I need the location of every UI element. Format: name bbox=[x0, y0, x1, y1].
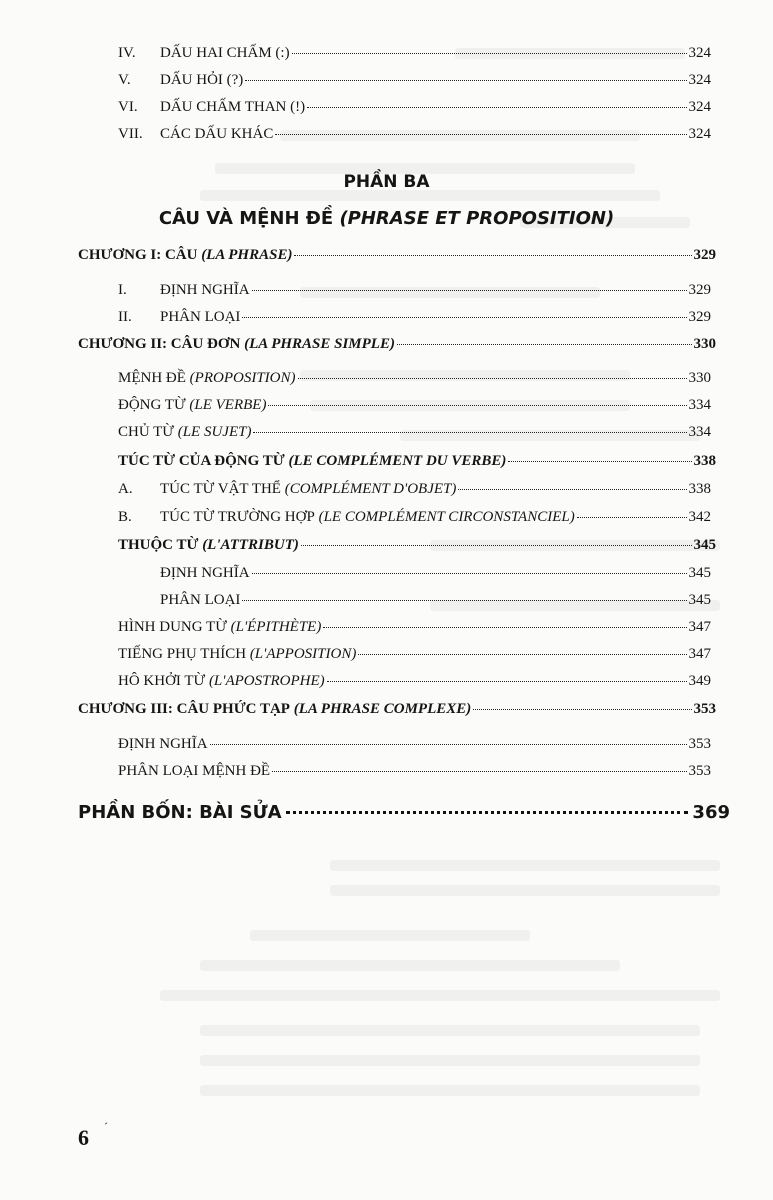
entry-title: ĐỘNG TỪ bbox=[118, 397, 186, 413]
dot-leader bbox=[245, 80, 686, 81]
toc-entry bbox=[118, 763, 711, 780]
entry-page: 345 bbox=[688, 592, 711, 608]
entry-page: 324 bbox=[688, 45, 711, 61]
entry-page: 353 bbox=[688, 736, 711, 752]
dot-leader bbox=[307, 107, 686, 108]
toc-entry bbox=[118, 45, 711, 62]
entry-title: DẤU HAI CHẤM (:) bbox=[160, 45, 290, 61]
chapter-page: 329 bbox=[693, 247, 716, 263]
entry-title: ĐỊNH NGHĨA bbox=[118, 736, 208, 752]
toc-entry bbox=[118, 481, 711, 498]
entry-title: THUỘC TỪ bbox=[118, 537, 199, 553]
chapter-heading bbox=[78, 247, 716, 264]
dot-leader bbox=[358, 654, 686, 655]
entry-title: HÌNH DUNG TỪ bbox=[118, 619, 227, 635]
entry-number: B. bbox=[118, 509, 132, 525]
toc-entry bbox=[118, 509, 711, 526]
entry-page: 338 bbox=[688, 481, 711, 497]
part-four-page: 369 bbox=[692, 802, 730, 823]
entry-page: 324 bbox=[688, 99, 711, 115]
entry-title: CÁC DẤU KHÁC bbox=[160, 126, 274, 142]
dot-leader bbox=[253, 432, 686, 433]
dot-leader bbox=[301, 545, 692, 546]
toc-entry bbox=[118, 72, 711, 89]
entry-page: 347 bbox=[688, 619, 711, 635]
entry-page: 353 bbox=[688, 763, 711, 779]
chapter-title-fr: (LA PHRASE) bbox=[201, 247, 293, 263]
entry-title: TÚC TỪ TRƯỜNG HỢP bbox=[160, 509, 315, 525]
entry-title-fr: (LE COMPLÉMENT CIRCONSTANCIEL) bbox=[318, 509, 575, 525]
part-title-fr: (PHRASE ET PROPOSITION) bbox=[339, 208, 615, 229]
entry-title: PHÂN LOẠI bbox=[160, 309, 241, 325]
chapter-page: 330 bbox=[693, 336, 716, 352]
entry-number: V. bbox=[118, 72, 131, 88]
dot-leader bbox=[298, 378, 687, 379]
entry-title-fr: (LE SUJET) bbox=[177, 424, 252, 440]
entry-page: 329 bbox=[688, 282, 711, 298]
part-title-vi: CÂU VÀ MỆNH ĐỀ bbox=[158, 208, 334, 229]
entry-page: 330 bbox=[688, 370, 711, 386]
entry-page: 324 bbox=[688, 72, 711, 88]
entry-title-fr: (L'APPOSITION) bbox=[249, 646, 357, 662]
page-mark: ´ bbox=[104, 1120, 108, 1134]
entry-title-fr: (PROPOSITION) bbox=[189, 370, 296, 386]
part-title bbox=[0, 208, 773, 229]
entry-page: 324 bbox=[688, 126, 711, 142]
entry-page: 334 bbox=[688, 397, 711, 413]
entry-page: 334 bbox=[688, 424, 711, 440]
toc-entry bbox=[118, 309, 711, 326]
part-label: PHẦN BA bbox=[343, 172, 430, 192]
entry-number: I. bbox=[118, 282, 127, 298]
part-four-title: PHẦN BỐN: BÀI SỬA bbox=[78, 802, 282, 823]
entry-title-fr: (L'APOSTROPHE) bbox=[208, 673, 325, 689]
entry-title-fr: (LE COMPLÉMENT DU VERBE) bbox=[288, 453, 507, 469]
entry-title: TÚC TỪ VẬT THỂ bbox=[160, 481, 281, 497]
entry-page: 345 bbox=[688, 565, 711, 581]
toc-entry bbox=[118, 370, 711, 387]
entry-title-fr: (L'ÉPITHÈTE) bbox=[230, 619, 322, 635]
dot-leader bbox=[292, 53, 687, 54]
toc-entry bbox=[160, 565, 711, 582]
entry-title: HÔ KHỞI TỪ bbox=[118, 673, 206, 689]
dot-leader bbox=[577, 517, 687, 518]
toc-entry bbox=[118, 673, 711, 690]
chapter-title: CHƯƠNG II: CÂU ĐƠN bbox=[78, 336, 241, 352]
chapter-title: CHƯƠNG III: CÂU PHỨC TẠP bbox=[78, 701, 290, 717]
dot-leader bbox=[458, 489, 686, 490]
dot-leader bbox=[294, 255, 691, 256]
entry-title: PHÂN LOẠI MỆNH ĐỀ bbox=[118, 763, 271, 779]
toc-entry bbox=[118, 397, 711, 414]
entry-title: ĐỊNH NGHĨA bbox=[160, 565, 250, 581]
dot-leader bbox=[210, 744, 687, 745]
toc-entry bbox=[118, 646, 711, 663]
chapter-heading bbox=[78, 701, 716, 718]
entry-page: 349 bbox=[688, 673, 711, 689]
toc-entry bbox=[118, 619, 711, 636]
entry-title: CHỦ TỪ bbox=[118, 424, 174, 440]
entry-title: DẤU HỎI (?) bbox=[160, 72, 244, 88]
dot-leader bbox=[275, 134, 686, 135]
page-number: 6 bbox=[78, 1125, 89, 1150]
dot-leader bbox=[397, 344, 692, 345]
dot-leader bbox=[242, 600, 686, 601]
dot-leader bbox=[252, 573, 687, 574]
entry-page: 329 bbox=[688, 309, 711, 325]
toc-entry bbox=[118, 126, 711, 143]
toc-entry bbox=[118, 736, 711, 753]
entry-title-fr: (LE VERBE) bbox=[189, 397, 267, 413]
chapter-page: 353 bbox=[693, 701, 716, 717]
dot-leader bbox=[252, 290, 687, 291]
dot-leader bbox=[272, 771, 686, 772]
chapter-heading bbox=[78, 336, 716, 353]
dot-leader bbox=[268, 405, 686, 406]
entry-number: IV. bbox=[118, 45, 136, 61]
entry-title-fr: (COMPLÉMENT D'OBJET) bbox=[284, 481, 457, 497]
entry-title: TIẾNG PHỤ THÍCH bbox=[118, 646, 247, 662]
chapter-title-fr: (LA PHRASE COMPLEXE) bbox=[293, 701, 472, 717]
entry-number: A. bbox=[118, 481, 133, 497]
dot-leader bbox=[323, 627, 686, 628]
chapter-title: CHƯƠNG I: CÂU bbox=[78, 247, 198, 263]
toc-entry bbox=[118, 537, 716, 554]
entry-title: TÚC TỪ CỦA ĐỘNG TỪ bbox=[118, 453, 285, 469]
entry-title: PHÂN LOẠI bbox=[160, 592, 241, 608]
dot-leader bbox=[508, 461, 691, 462]
entry-number: VI. bbox=[118, 99, 138, 115]
entry-title: ĐỊNH NGHĨA bbox=[160, 282, 250, 298]
toc-entry bbox=[160, 592, 711, 609]
entry-page: 338 bbox=[693, 453, 716, 469]
entry-number: VII. bbox=[118, 126, 143, 142]
entry-number: II. bbox=[118, 309, 132, 325]
entry-title: MỆNH ĐỀ bbox=[118, 370, 186, 386]
dot-leader bbox=[242, 317, 686, 318]
dot-leader bbox=[327, 681, 687, 682]
toc-entry bbox=[118, 99, 711, 116]
entry-page: 345 bbox=[693, 537, 716, 553]
dot-leader bbox=[473, 709, 691, 710]
toc-entry bbox=[118, 424, 711, 441]
entry-page: 342 bbox=[688, 509, 711, 525]
entry-title-fr: (L'ATTRIBUT) bbox=[202, 537, 299, 553]
entry-page: 347 bbox=[688, 646, 711, 662]
entry-title: DẤU CHẤM THAN (!) bbox=[160, 99, 306, 115]
toc-entry bbox=[118, 282, 711, 299]
part-four-heading bbox=[78, 802, 730, 823]
dot-leader bbox=[286, 811, 689, 814]
toc-entry bbox=[118, 453, 716, 470]
chapter-title-fr: (LA PHRASE SIMPLE) bbox=[244, 336, 395, 352]
